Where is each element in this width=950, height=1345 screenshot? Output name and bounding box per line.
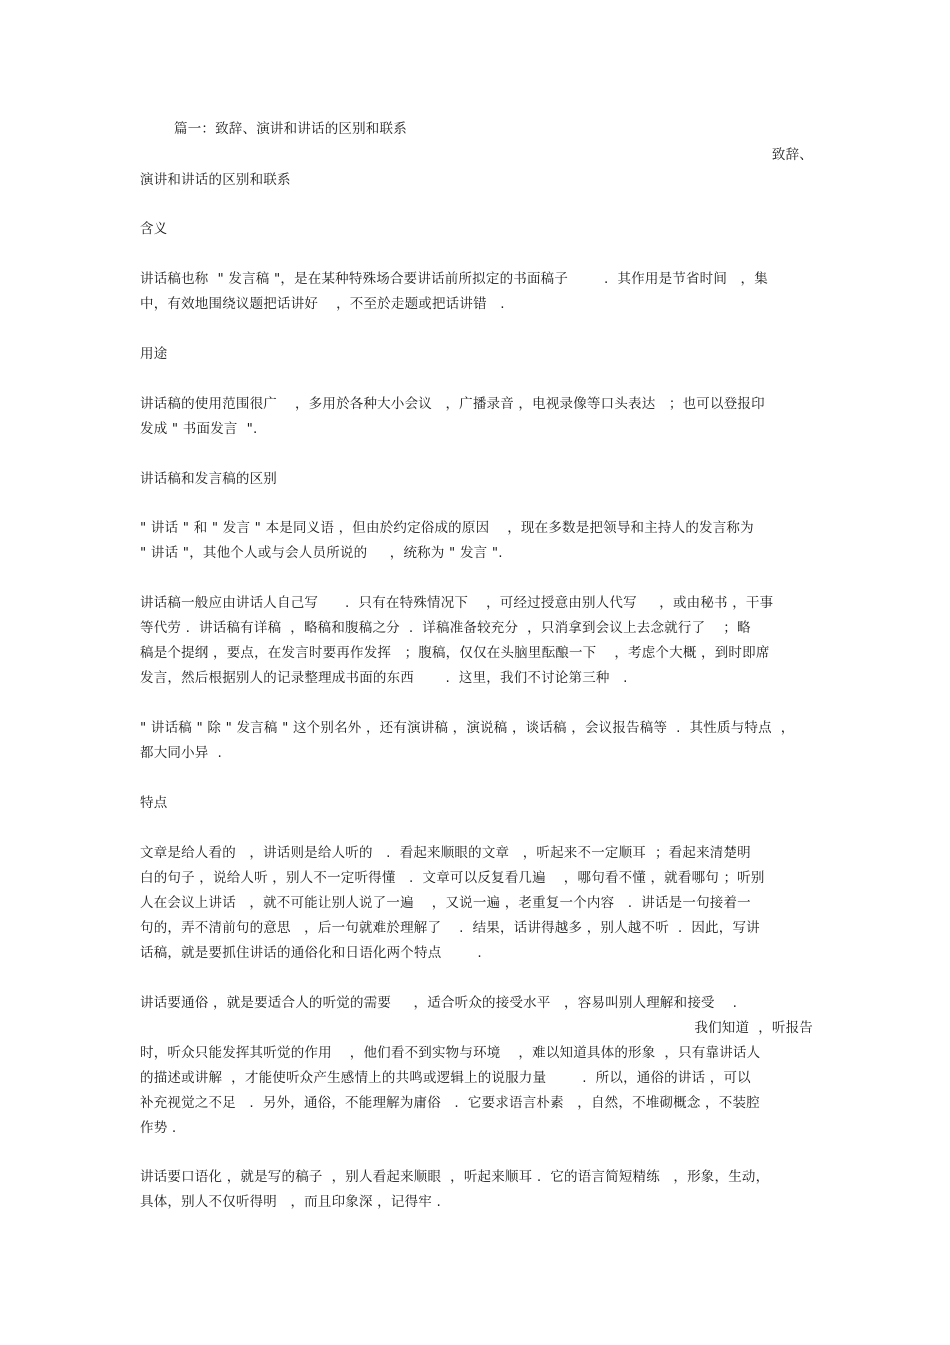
paragraph-line: 讲话稿也称 " 发言稿 "，是在某种特殊场合要讲话前所拟定的书面稿子 . 其作用是节省时间 ，集 [140, 271, 768, 287]
title-line-right: 致辞、 [771, 147, 813, 163]
paragraph-line: 作势 . [140, 1120, 177, 1136]
paragraph-line: 话稿，就是要抓住讲话的通俗化和日语化两个特点 . [140, 945, 482, 961]
paragraph-line: 讲话要口语化 ，就是写的稿子 ，别人看起来顺眼 ，听起来顺耳 . 它的语言简短精练 ，形象，生动， [140, 1169, 770, 1185]
title-line-continued: 演讲和讲话的区别和联系 [140, 172, 291, 188]
paragraph-line: 时，听众只能发挥其听觉的作用 ，他们看不到实物与环境 ，难以知道具体的形象 ，只有靠讲话人 [140, 1045, 761, 1061]
paragraph-line: 讲话稿的使用范围很广 ，多用於各种大小会议 ，广播录音 ，电视录像等口头表达 ；也可以登报印 [140, 396, 765, 412]
paragraph-line: 句的，弄不清前句的意思 ，后一句就难於理解了 . 结果，话讲得越多 ，别人越不听 . 因此，写讲 [140, 920, 760, 936]
paragraph-line: 白的句子 ，说给人听 ，别人不一定听得懂 . 文章可以反复看几遍 ，哪句看不懂 ，就看哪句 ；听别 [140, 870, 765, 886]
title-line: 篇一：致辞、演讲和讲话的区别和联系 [174, 121, 407, 137]
paragraph-line: 具体，别人不仅听得明 ，而且印象深 ，记得牢 . [140, 1194, 441, 1210]
paragraph-line: 发成 " 书面发言 ". [140, 421, 258, 437]
heading-use: 用途 [140, 346, 168, 362]
heading-meaning: 含义 [140, 221, 168, 237]
paragraph-line: 都大同小异 . [140, 745, 222, 761]
heading-difference: 讲话稿和发言稿的区别 [140, 471, 277, 487]
paragraph-line: " 讲话 "，其他个人或与会人员所说的 ，统称为 " 发言 ". [140, 545, 503, 561]
paragraph-line: 讲话要通俗 ，就是要适合人的听觉的需要 ，适合听众的接受水平 ，容易叫别人理解和接受 . [140, 995, 738, 1011]
paragraph-line: 发言，然后根据别人的记录整理成书面的东西 . 这里，我们不讨论第三种 . [140, 670, 628, 686]
paragraph-line: 补充视觉之不足 . 另外，通俗，不能理解为庸俗 . 它要求语言朴素 ，自然，不堆砌概念 ，不装腔 [140, 1095, 760, 1111]
paragraph-line: 等代劳 . 讲话稿有详稿 ，略稿和腹稿之分 . 详稿准备较充分 ，只消拿到会议上去念就行了 ；略 [140, 620, 751, 636]
paragraph-line: " 讲话稿 " 除 " 发言稿 " 这个别名外 ，还有演讲稿 ，演说稿 ，谈话稿 ，会议报告稿等 . 其性质与特点 ， [140, 720, 795, 736]
paragraph-line: 的描述或讲解 ，才能使听众产生感情上的共鸣或逻辑上的说服力量 . 所以，通俗的讲话 ，可以 [140, 1070, 751, 1086]
heading-feature: 特点 [140, 795, 168, 811]
paragraph-line: 人在会议上讲话 ，就不可能让别人说了一遍 ，又说一遍 ，老重复一个内容 . 讲话是一句接着一 [140, 895, 751, 911]
paragraph-line: 中，有效地围绕议题把话讲好 ，不至於走题或把话讲错 . [140, 296, 505, 312]
paragraph-line: 文章是给人看的 ，讲话则是给人听的 . 看起来顺眼的文章 ，听起来不一定顺耳 ；看起来清楚明 [140, 845, 751, 861]
paragraph-line: 讲话稿一般应由讲话人自己写 . 只有在特殊情况下 ，可经过授意由别人代写 ，或由秘书 ，干事 [140, 595, 774, 611]
paragraph-line: 稿是个提纲 ，要点，在发言时要再作发挥 ；腹稿，仅仅在头脑里酝酿一下 ，考虑个大概 ，到时即席 [140, 645, 770, 661]
paragraph-line: " 讲话 " 和 " 发言 " 本是同义语 ，但由於约定俗成的原因 ，现在多数是把领导和主持人的发言称为 [140, 520, 754, 536]
paragraph-line-right: 我们知道 ，听报告 [694, 1020, 813, 1036]
